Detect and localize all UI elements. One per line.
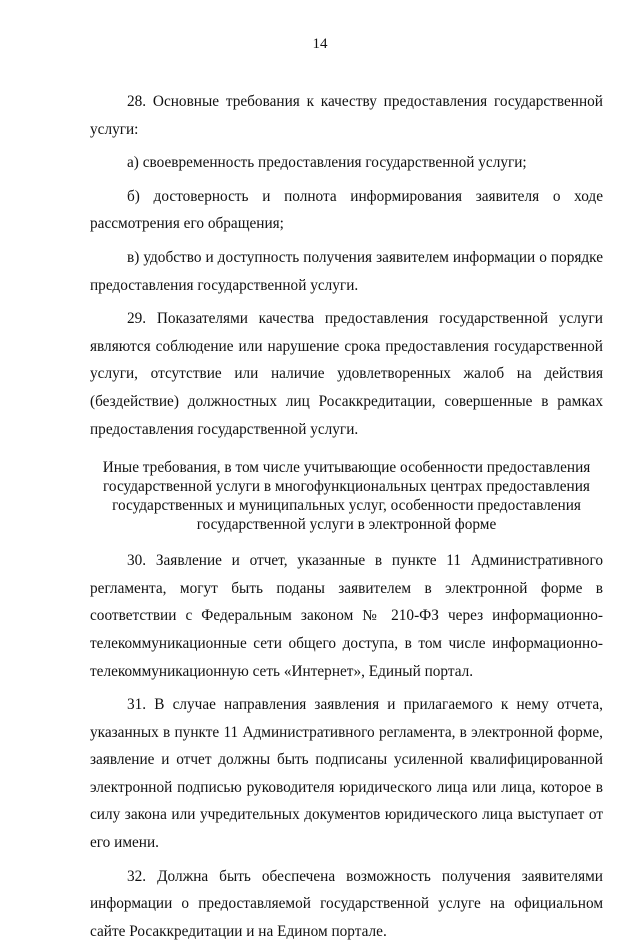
paragraph-30: 30. Заявление и отчет, указанные в пункте 11 Административного регламента, могут быть поданы заявителем в электронной форме в соответствии с Федеральным законом № 210-ФЗ через информационно-телекоммуникационные сети общего доступа, в том числе информационно-телекоммуникационную сеть «Интернет», Единый портал.: [90, 552, 603, 680]
paragraph-28-b: б) достоверность и полнота информирования заявителя о ходе рассмотрения его обращения;: [90, 187, 603, 233]
page-content: [90, 88, 603, 945]
paragraph-31: 31. В случае направления заявления и прилагаемого к нему отчета, указанных в пункте 11 Административного регламента, в электронной форме, заявление и отчет должны быть подписаны усиленной квалифицированной электронной подписью руководителя юридического лица или лица, которое в силу закона или учредительных документов юридического лица выступает от его имени.: [90, 696, 603, 852]
paragraph-28-a: а) своевременность предоставления государственной услуги;: [127, 154, 527, 172]
page-number: 14: [312, 36, 328, 52]
paragraph-32: 32. Должна быть обеспечена возможность получения заявителями информации о предоставляемой государственной услуге на официальном сайте Росаккредитации и на Едином портале.: [90, 867, 603, 940]
section-heading: Иные требования, в том числе учитывающие особенности предоставления государственной услуги в многофункциональных центрах предоставления государственных и муниципальных услуг, особенности предоставления государственной услуги в электронной форме: [102, 459, 591, 534]
paragraph-28-c: в) удобство и доступность получения заявителем информации о порядке предоставления государственной услуги.: [90, 248, 603, 294]
paragraph-28: 28. Основные требования к качеству предоставления государственной услуги:: [90, 93, 603, 138]
paragraph-29: 29. Показателями качества предоставления государственной услуги являются соблюдение или нарушение срока предоставления государственной услуги, отсутствие или наличие удовлетворенных жалоб на действия (бездействие) должностных лиц Росаккредитации, совершенные в рамках предоставления государственной услуги.: [90, 310, 603, 438]
